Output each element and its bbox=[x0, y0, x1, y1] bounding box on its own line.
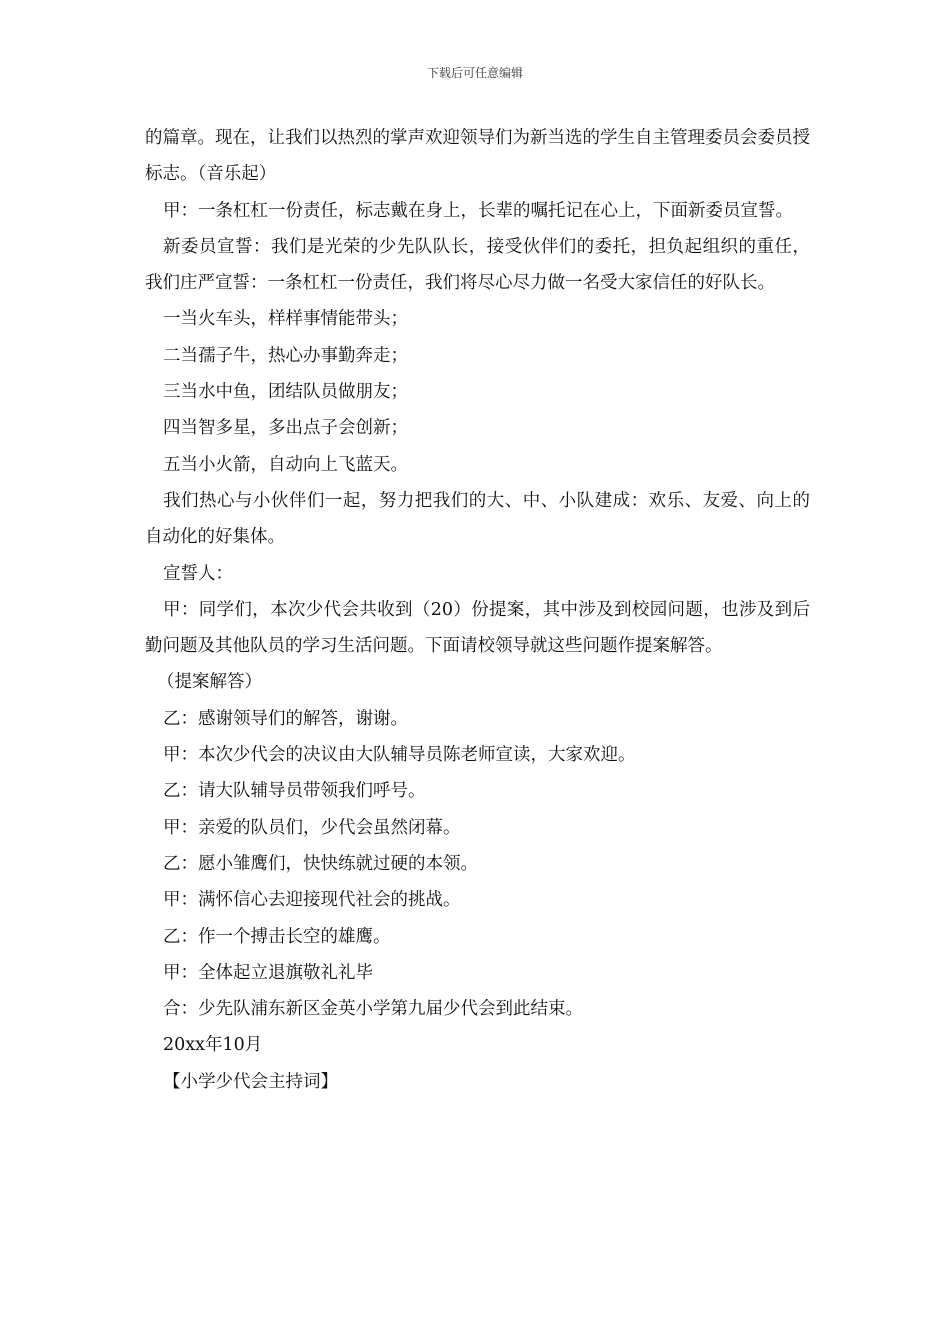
paragraph-proposals: 甲：同学们，本次少代会共收到（20）份提案，其中涉及到校园问题，也涉及到后勤问题及其他队员的学习生活问题。下面请校领导就这些问题作提案解答。 bbox=[145, 599, 810, 657]
paragraph-oath-line-5: 五当小火箭，自动向上飞蓝天。 bbox=[163, 454, 408, 475]
document-body bbox=[145, 120, 810, 1100]
paragraph-yi-slogan: 乙：请大队辅导员带领我们呼号。 bbox=[163, 781, 426, 802]
paragraph-he-end: 合：少先队浦东新区金英小学第九届少代会到此结束。 bbox=[163, 999, 583, 1020]
paragraph-date: 20xx年10月 bbox=[163, 1035, 263, 1056]
paragraph-oath-line-2: 二当孺子牛，热心办事勤奔走； bbox=[163, 345, 408, 366]
paragraph-oath-signer: 宣誓人： bbox=[163, 563, 233, 584]
paragraph-yi-eagle: 乙：作一个搏击长空的雄鹰。 bbox=[163, 926, 391, 947]
paragraph-collective: 我们热心与小伙伴们一起，努力把我们的大、中、小队建成：欢乐、友爱、向上的自动化的好集体。 bbox=[145, 490, 810, 548]
paragraph-yi-skills: 乙：愿小雏鹰们，快快练就过硬的本领。 bbox=[163, 853, 478, 874]
paragraph-jia-flag: 甲：全体起立退旗敬礼礼毕 bbox=[163, 962, 373, 983]
paragraph-oath-line-1: 一当火车头，样样事情能带头； bbox=[163, 309, 408, 330]
paragraph-proposal-answer: （提案解答） bbox=[157, 672, 262, 693]
paragraph-yi-thanks: 乙：感谢领导们的解答，谢谢。 bbox=[163, 708, 408, 729]
paragraph-jia-challenge: 甲：满怀信心去迎接现代社会的挑战。 bbox=[163, 890, 461, 911]
paragraph-jia-resolution: 甲：本次少代会的决议由大队辅导员陈老师宣读，大家欢迎。 bbox=[163, 745, 636, 766]
paragraph-oath-line-3: 三当水中鱼，团结队员做朋友； bbox=[163, 382, 408, 403]
paragraph-opening: 的篇章。现在，让我们以热烈的掌声欢迎领导们为新当选的学生自主管理委员会委员授标志。（音乐起） bbox=[145, 128, 810, 185]
paragraph-oath-line-4: 四当智多星，多出点子会创新； bbox=[163, 418, 408, 439]
page-header: 下载后可任意编辑 bbox=[426, 66, 523, 80]
paragraph-section-title: 【小学少代会主持词】 bbox=[163, 1071, 338, 1092]
paragraph-jia-pledge-intro: 甲：一条杠杠一份责任，标志戴在身上，长辈的嘱托记在心上，下面新委员宣誓。 bbox=[163, 200, 793, 221]
paragraph-jia-closing: 甲：亲爱的队员们，少代会虽然闭幕。 bbox=[163, 817, 461, 838]
paragraph-new-member-oath: 新委员宣誓：我们是光荣的少先队队长，接受伙伴们的委托，担负起组织的重任，我们庄严宣誓：一条杠杠一份责任，我们将尽心尽力做一名受大家信任的好队长。 bbox=[145, 236, 810, 294]
